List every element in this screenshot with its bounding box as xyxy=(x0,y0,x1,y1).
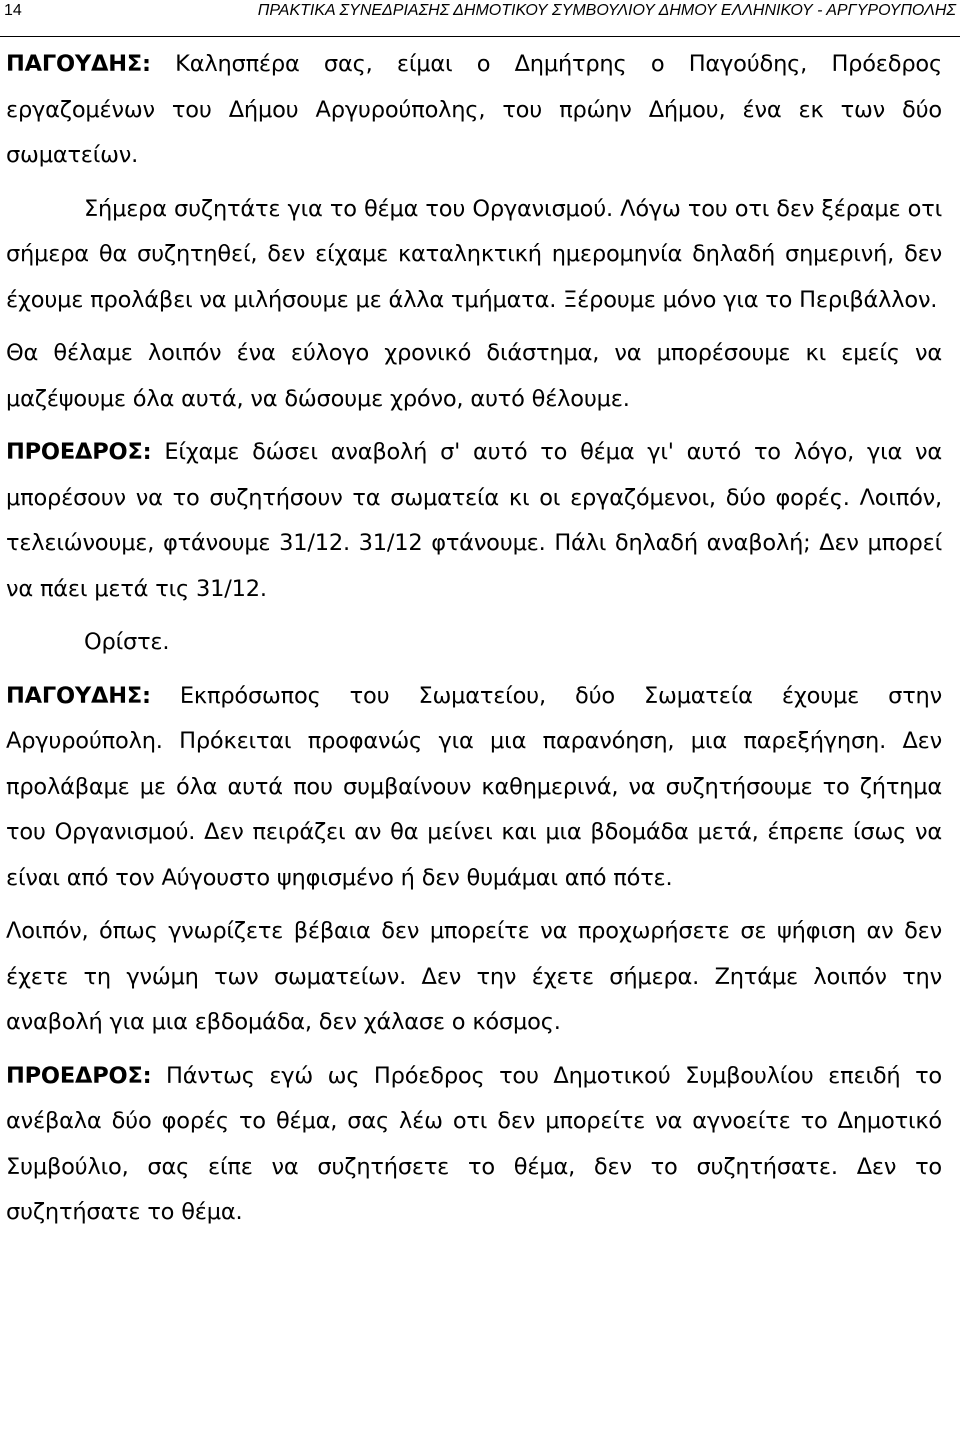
speaker-label: ΠΑΓΟΥΔΗΣ: xyxy=(6,682,151,709)
paragraph-6 xyxy=(6,674,942,902)
paragraph-text: Ορίστε. xyxy=(84,629,170,655)
paragraph-text: Λοιπόν, όπως γνωρίζετε βέβαια δεν μπορείτε να προχωρήσετε σε ψήφιση αν δεν έχετε τη γνώμη των σωματείων. Δεν την έχετε σήμερα. Ζητάμε λοιπόν την αναβολή για μια εβδομάδα, δεν χάλασε ο κόσμος. xyxy=(6,918,942,1035)
speaker-label: ΠΡΟΕΔΡΟΣ: xyxy=(6,439,152,465)
paragraph-4 xyxy=(6,430,942,612)
paragraph-5 xyxy=(6,620,942,666)
paragraph-text: Είχαμε δώσει αναβολή σ' αυτό το θέμα γι' αυτό το λόγο, για να μπορέσουν να το συζητήσουν τα σωματεία κι οι εργαζόμενοι, δύο φορές. Λοιπόν, τελειώνουμε, φτάνουμε 31/12. 31/12 φτάνουμε. Πάλι δηλαδή αναβολή; Δεν μπορεί να πάει μετά τις 31/12. xyxy=(6,439,943,602)
paragraph-7 xyxy=(6,909,942,1046)
transcript-body xyxy=(6,42,942,1236)
paragraph-text: Σήμερα συζητάτε για το θέμα του Οργανισμού. Λόγω του οτι δεν ξέραμε οτι σήμερα θα συζητηθεί, δεν είχαμε καταληκτική ημερομηνία δηλαδή σημερινή, δεν έχουμε προλάβει να μιλήσουμε με άλλα τμήματα. Ξέρουμε μόνο για το Περιβάλλον. xyxy=(6,195,942,313)
running-title: ΠΡΑΚΤΙΚΑ ΣΥΝΕΔΡΙΑΣΗΣ ΔΗΜΟΤΙΚΟΥ ΣΥΜΒΟΥΛΙΟΥ ΔΗΜΟΥ ΕΛΛΗΝΙΚΟΥ - ΑΡΓΥΡΟΥΠΟΛΗΣ xyxy=(257,2,956,19)
page-number: 14 xyxy=(4,2,22,19)
paragraph-text: Εκπρόσωπος του Σωματείου, δύο Σωματεία έχουμε στην Αργυρούπολη. Πρόκειται προφανώς για μια παρανόηση, μια παρεξήγηση. Δεν προλάβαμε με όλα αυτά που συμβαίνουν καθημερινά, να συζητήσουμε το ζήτημα του Οργανισμού. Δεν πειράζει αν θα μείνει και μια βδομάδα μετά, έπρεπε ίσως να είναι από τον Αύγουστο ψηφισμένο ή δεν θυμάμαι από πότε. xyxy=(6,682,942,891)
speaker-label: ΠΡΟΕΔΡΟΣ: xyxy=(6,1062,152,1089)
paragraph-text: Θα θέλαμε λοιπόν ένα εύλογο χρονικό διάστημα, να μπορέσουμε κι εμείς να μαζέψουμε όλα αυτά, να δώσουμε χρόνο, αυτό θέλουμε. xyxy=(6,340,942,412)
page-header xyxy=(0,0,960,37)
paragraph-3 xyxy=(6,331,942,422)
paragraph-2 xyxy=(6,187,942,324)
speaker-label: ΠΑΓΟΥΔΗΣ: xyxy=(6,51,151,77)
paragraph-8 xyxy=(6,1054,942,1236)
paragraph-text: Πάντως εγώ ως Πρόεδρος του Δημοτικού Συμβουλίου επειδή το ανέβαλα δύο φορές το θέμα, σας λέω οτι δεν μπορείτε να αγνοείτε το Δημοτικό Συμβούλιο, σας είπε να συζητήσετε το θέμα, δεν το συζητήσατε. Δεν το συζητήσατε το θέμα. xyxy=(6,1062,942,1225)
paragraph-1 xyxy=(6,42,942,179)
paragraph-text: Καλησπέρα σας, είμαι ο Δημήτρης ο Παγούδης, Πρόεδρος εργαζομένων του Δήμου Αργυρούπολης, του πρώην Δήμου, ένα εκ των δύο σωματείων. xyxy=(6,51,942,168)
